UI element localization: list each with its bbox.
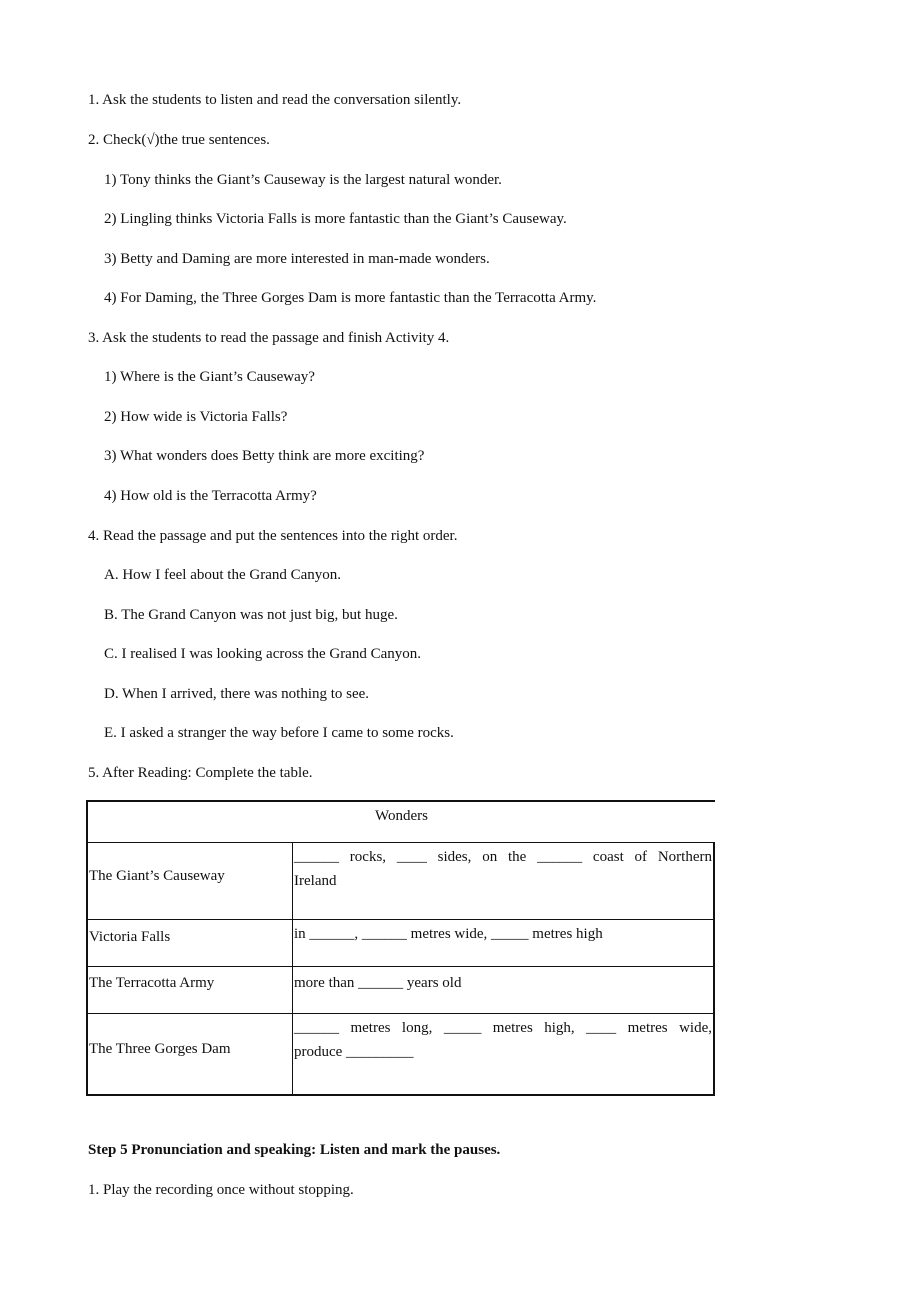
wonder-detail-cell: [293, 843, 715, 919]
table-header-row: [88, 802, 715, 843]
wonder-detail-line2: produce _________: [294, 1044, 414, 1060]
wonder-name: The Three Gorges Dam: [89, 1041, 231, 1057]
step-5-instruction-1: 1. Play the recording once without stopping.: [88, 1182, 354, 1198]
instruction-4: 4. Read the passage and put the sentences into the right order.: [88, 528, 458, 544]
true-sentence-2: 2) Lingling thinks Victoria Falls is more fantastic than the Giant’s Causeway.: [104, 211, 567, 227]
wonder-name-cell: [88, 920, 293, 966]
wonder-detail-line1: more than ______ years old: [294, 975, 462, 991]
instruction-3: 3. Ask the students to read the passage and finish Activity 4.: [88, 330, 450, 346]
wonder-detail-line1: in ______, ______ metres wide, _____ metres high: [294, 926, 603, 942]
table-row: [88, 1014, 715, 1096]
wonder-detail-cell: [293, 920, 715, 966]
order-item-b: B. The Grand Canyon was not just big, but huge.: [104, 607, 398, 623]
order-item-a: A. How I feel about the Grand Canyon.: [104, 567, 342, 583]
wonder-name: The Terracotta Army: [89, 975, 215, 991]
true-sentence-3: 3) Betty and Daming are more interested in man-made wonders.: [104, 251, 490, 267]
question-2: 2) How wide is Victoria Falls?: [104, 409, 288, 425]
question-4: 4) How old is the Terracotta Army?: [104, 488, 317, 504]
table-row: [88, 967, 715, 1014]
wonder-detail-cell: [293, 1014, 715, 1096]
instruction-2: 2. Check(√)the true sentences.: [88, 132, 270, 148]
wonder-name-cell: [88, 843, 293, 919]
wonder-detail-line1: ______ rocks, ____ sides, on the ______ coast of Northern: [294, 849, 712, 865]
instruction-5: 5. After Reading: Complete the table.: [88, 765, 313, 781]
wonder-name-cell: [88, 1014, 293, 1096]
question-1: 1) Where is the Giant’s Causeway?: [104, 369, 315, 385]
table-header: Wonders: [375, 808, 428, 824]
order-item-d: D. When I arrived, there was nothing to see.: [104, 686, 370, 702]
wonder-detail-line2: Ireland: [294, 873, 337, 889]
true-sentence-4: 4) For Daming, the Three Gorges Dam is more fantastic than the Terracotta Army.: [104, 290, 597, 306]
wonder-name-cell: [88, 967, 293, 1013]
question-3: 3) What wonders does Betty think are more exciting?: [104, 448, 425, 464]
table-row: [88, 843, 715, 920]
order-item-e: E. I asked a stranger the way before I came to some rocks.: [104, 725, 454, 741]
instruction-1: 1. Ask the students to listen and read the conversation silently.: [88, 92, 462, 108]
step-5-heading: Step 5 Pronunciation and speaking: Listen and mark the pauses.: [88, 1142, 501, 1158]
table-row: [88, 920, 715, 967]
wonders-table: [86, 800, 715, 1096]
order-item-c: C. I realised I was looking across the Grand Canyon.: [104, 646, 422, 662]
wonder-name: Victoria Falls: [89, 929, 171, 945]
wonder-detail-line1: ______ metres long, _____ metres high, ____ metres wide,: [294, 1020, 712, 1036]
wonder-name: The Giant’s Causeway: [89, 868, 225, 884]
wonder-detail-cell: [293, 967, 715, 1013]
true-sentence-1: 1) Tony thinks the Giant’s Causeway is the largest natural wonder.: [104, 172, 502, 188]
